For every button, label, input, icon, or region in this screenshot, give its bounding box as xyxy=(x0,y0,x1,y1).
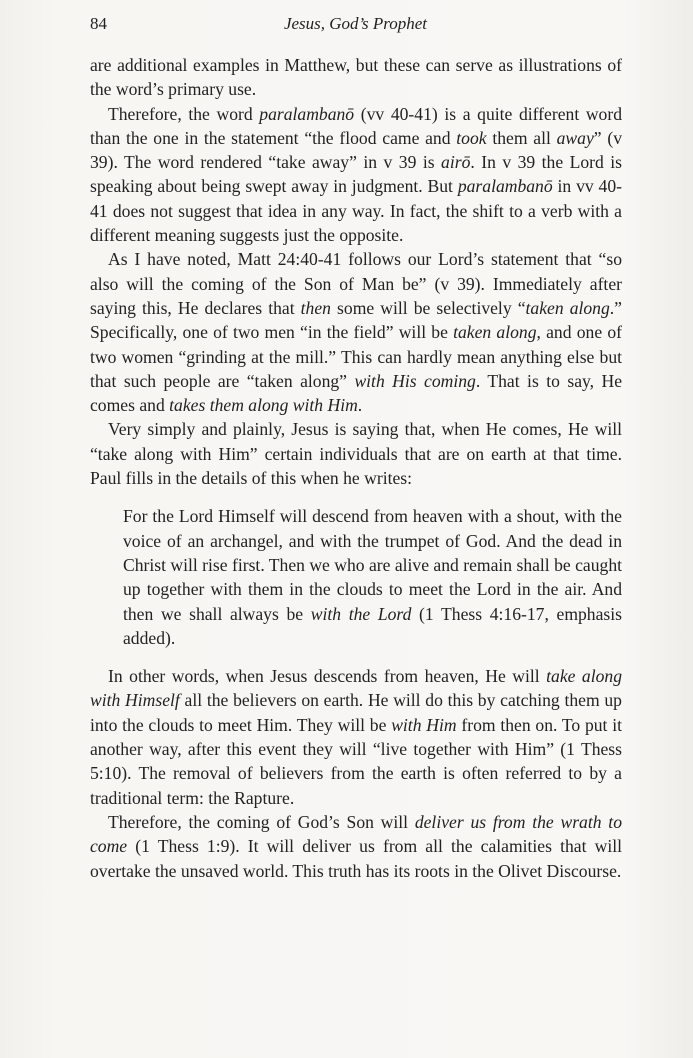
paragraph-1: are additional examples in Matthew, but these can serve as illustrations of the word’s primary use. xyxy=(90,55,622,100)
block-quote: For the Lord Himself will descend from heaven with a shout, with the voice of an archangel, and with the trumpet of God. And the dead in Christ will rise first. Then we who are alive and remain shall be caught up together with them in the clouds to meet the Lord in the air. And then we shall always be with the Lord (1 Thess 4:16-17, emphasis added). xyxy=(123,506,622,648)
paragraph-6: Therefore, the coming of God’s Son will deliver us from the wrath to come (1 Thess 1:9). It will deliver us from all the calamities that will overtake the unsaved world. This truth has its roots in the Olivet Discourse. xyxy=(90,811,622,881)
page-header xyxy=(90,14,621,40)
running-head: Jesus, God’s Prophet xyxy=(283,14,428,33)
paragraph-3: As I have noted, Matt 24:40-41 follows our Lord’s statement that “so also will the coming of the Son of Man be” (v 39). Immediately after saying this, He declares that then some will be selectively “taken along.” Specifically, one of two men “in the field” will be taken along, and one of two women “grinding at the mill.” This can hardly mean anything else but that such people are “taken along” with His coming. That is to say, He comes and takes them along with Him. xyxy=(90,249,623,416)
paragraph-5: In other words, when Jesus descends from heaven, He will take along with Himself all the believers on earth. He will do this by catching them up into the clouds to meet Him. They will be with Him from then on. To put it another way, after this event they will “live together with Him” (1 Thess 5:10). The removal of believers from the earth is often referred to by a traditional term: the Rapture. xyxy=(90,666,623,808)
page-number: 84 xyxy=(90,14,107,33)
body-text xyxy=(90,53,622,883)
paragraph-4: Very simply and plainly, Jesus is saying that, when He comes, He will “take along with Him” certain individuals that are on earth at that time. Paul fills in the details of this when he writes: xyxy=(90,419,622,489)
paragraph-2: Therefore, the word paralambanō (vv 40-41) is a quite different word than the one in the statement “the flood came and took them all away” (v 39). The word rendered “take away” in v 39 is airō. In v 39 the Lord is speaking about being swept away in judgment. But paralambanō in vv 40-41 does not suggest that idea in any way. In fact, the shift to a verb with a different meaning suggests just the opposite. xyxy=(90,103,623,246)
